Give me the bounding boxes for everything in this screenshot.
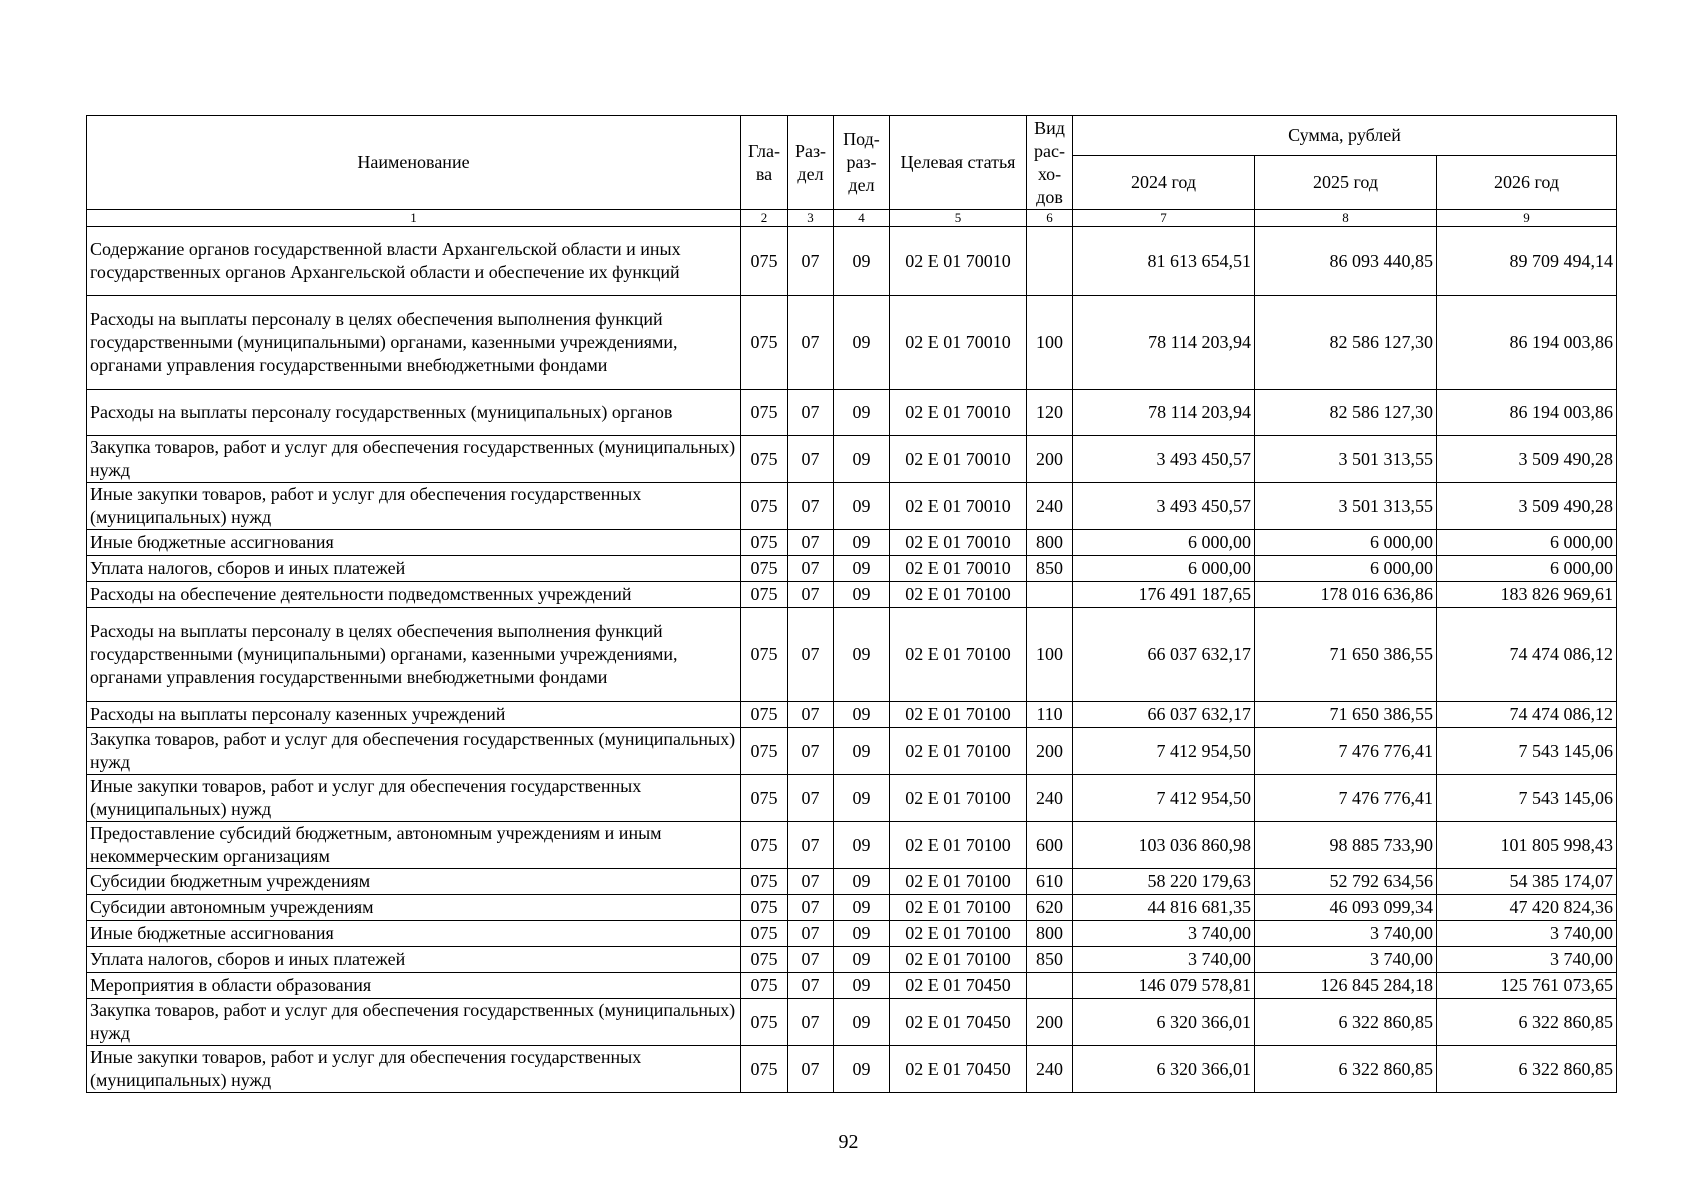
cell-glava: 075 — [741, 608, 788, 702]
header-glava: Гла-ва — [741, 116, 788, 210]
budget-table — [86, 115, 1617, 1093]
column-number: 6 — [1027, 210, 1073, 227]
cell-celevaya-statya: 02 Е 01 70450 — [890, 1046, 1027, 1093]
cell-sum-2025: 46 093 099,34 — [1255, 895, 1437, 921]
cell-razdel: 07 — [788, 973, 834, 999]
table-row — [87, 530, 1617, 556]
cell-sum-2026: 47 420 824,36 — [1437, 895, 1617, 921]
cell-glava: 075 — [741, 869, 788, 895]
cell-sum-2026: 6 322 860,85 — [1437, 1046, 1617, 1093]
cell-sum-2024: 66 037 632,17 — [1073, 702, 1255, 728]
cell-sum-2026: 101 805 998,43 — [1437, 822, 1617, 869]
cell-celevaya-statya: 02 Е 01 70100 — [890, 728, 1027, 775]
cell-sum-2025: 6 322 860,85 — [1255, 1046, 1437, 1093]
header-year-2025: 2025 год — [1255, 156, 1437, 210]
cell-podrazdel: 09 — [834, 390, 890, 436]
table-row — [87, 582, 1617, 608]
cell-glava: 075 — [741, 999, 788, 1046]
cell-vid-rashodov: 240 — [1027, 1046, 1073, 1093]
cell-razdel: 07 — [788, 483, 834, 530]
table-row — [87, 728, 1617, 775]
column-number: 2 — [741, 210, 788, 227]
cell-vid-rashodov — [1027, 227, 1073, 296]
table-row — [87, 869, 1617, 895]
cell-sum-2026: 86 194 003,86 — [1437, 390, 1617, 436]
header-year-2026: 2026 год — [1437, 156, 1617, 210]
page-number: 92 — [838, 1131, 859, 1153]
cell-celevaya-statya: 02 Е 01 70100 — [890, 869, 1027, 895]
cell-razdel: 07 — [788, 556, 834, 582]
cell-vid-rashodov — [1027, 973, 1073, 999]
cell-sum-2024: 146 079 578,81 — [1073, 973, 1255, 999]
cell-sum-2024: 66 037 632,17 — [1073, 608, 1255, 702]
cell-glava: 075 — [741, 775, 788, 822]
cell-sum-2026: 3 509 490,28 — [1437, 436, 1617, 483]
cell-vid-rashodov: 800 — [1027, 921, 1073, 947]
table-row — [87, 999, 1617, 1046]
cell-glava: 075 — [741, 728, 788, 775]
cell-podrazdel: 09 — [834, 728, 890, 775]
cell-name: Мероприятия в области образования — [87, 973, 741, 999]
header-year-2024: 2024 год — [1073, 156, 1255, 210]
cell-podrazdel: 09 — [834, 556, 890, 582]
cell-celevaya-statya: 02 Е 01 70450 — [890, 973, 1027, 999]
cell-razdel: 07 — [788, 227, 834, 296]
cell-vid-rashodov: 200 — [1027, 999, 1073, 1046]
cell-razdel: 07 — [788, 608, 834, 702]
cell-name: Расходы на выплаты персоналу государственных (муниципальных) органов — [87, 390, 741, 436]
cell-vid-rashodov: 200 — [1027, 728, 1073, 775]
cell-sum-2025: 6 000,00 — [1255, 556, 1437, 582]
table-row — [87, 227, 1617, 296]
cell-glava: 075 — [741, 483, 788, 530]
cell-podrazdel: 09 — [834, 227, 890, 296]
cell-sum-2024: 7 412 954,50 — [1073, 775, 1255, 822]
cell-name: Субсидии автономным учреждениям — [87, 895, 741, 921]
cell-sum-2026: 125 761 073,65 — [1437, 973, 1617, 999]
cell-sum-2025: 82 586 127,30 — [1255, 390, 1437, 436]
cell-name: Иные бюджетные ассигнования — [87, 530, 741, 556]
cell-vid-rashodov: 240 — [1027, 775, 1073, 822]
cell-vid-rashodov: 600 — [1027, 822, 1073, 869]
cell-sum-2024: 3 493 450,57 — [1073, 483, 1255, 530]
cell-sum-2024: 78 114 203,94 — [1073, 296, 1255, 390]
cell-razdel: 07 — [788, 775, 834, 822]
table-row — [87, 390, 1617, 436]
cell-sum-2026: 3 509 490,28 — [1437, 483, 1617, 530]
cell-razdel: 07 — [788, 582, 834, 608]
header-vid-rashodov: Вид рас-хо-дов — [1027, 116, 1073, 210]
cell-razdel: 07 — [788, 702, 834, 728]
cell-sum-2026: 89 709 494,14 — [1437, 227, 1617, 296]
cell-celevaya-statya: 02 Е 01 70010 — [890, 227, 1027, 296]
cell-podrazdel: 09 — [834, 822, 890, 869]
cell-razdel: 07 — [788, 390, 834, 436]
cell-glava: 075 — [741, 556, 788, 582]
cell-sum-2024: 81 613 654,51 — [1073, 227, 1255, 296]
cell-name: Иные бюджетные ассигнования — [87, 921, 741, 947]
cell-sum-2025: 126 845 284,18 — [1255, 973, 1437, 999]
cell-sum-2024: 176 491 187,65 — [1073, 582, 1255, 608]
cell-podrazdel: 09 — [834, 582, 890, 608]
cell-name: Иные закупки товаров, работ и услуг для обеспечения государственных (муниципальных) нужд — [87, 775, 741, 822]
cell-sum-2025: 71 650 386,55 — [1255, 702, 1437, 728]
header-podrazdel: Под-раз-дел — [834, 116, 890, 210]
cell-glava: 075 — [741, 296, 788, 390]
cell-podrazdel: 09 — [834, 775, 890, 822]
cell-sum-2026: 74 474 086,12 — [1437, 702, 1617, 728]
cell-razdel: 07 — [788, 822, 834, 869]
cell-glava: 075 — [741, 582, 788, 608]
cell-vid-rashodov — [1027, 582, 1073, 608]
cell-podrazdel: 09 — [834, 702, 890, 728]
cell-celevaya-statya: 02 Е 01 70450 — [890, 999, 1027, 1046]
column-number: 4 — [834, 210, 890, 227]
cell-name: Субсидии бюджетным учреждениям — [87, 869, 741, 895]
cell-glava: 075 — [741, 227, 788, 296]
cell-sum-2025: 7 476 776,41 — [1255, 728, 1437, 775]
table-row — [87, 895, 1617, 921]
cell-sum-2026: 7 543 145,06 — [1437, 775, 1617, 822]
cell-sum-2025: 82 586 127,30 — [1255, 296, 1437, 390]
cell-sum-2025: 86 093 440,85 — [1255, 227, 1437, 296]
column-number: 5 — [890, 210, 1027, 227]
cell-podrazdel: 09 — [834, 999, 890, 1046]
cell-podrazdel: 09 — [834, 947, 890, 973]
cell-razdel: 07 — [788, 296, 834, 390]
cell-sum-2025: 52 792 634,56 — [1255, 869, 1437, 895]
cell-celevaya-statya: 02 Е 01 70100 — [890, 702, 1027, 728]
cell-razdel: 07 — [788, 895, 834, 921]
cell-vid-rashodov: 110 — [1027, 702, 1073, 728]
cell-celevaya-statya: 02 Е 01 70010 — [890, 530, 1027, 556]
cell-celevaya-statya: 02 Е 01 70100 — [890, 608, 1027, 702]
cell-sum-2026: 6 000,00 — [1437, 530, 1617, 556]
table-row — [87, 947, 1617, 973]
header-razdel: Раз-дел — [788, 116, 834, 210]
cell-sum-2025: 178 016 636,86 — [1255, 582, 1437, 608]
table-row — [87, 556, 1617, 582]
cell-vid-rashodov: 200 — [1027, 436, 1073, 483]
cell-glava: 075 — [741, 822, 788, 869]
cell-sum-2024: 6 000,00 — [1073, 530, 1255, 556]
cell-sum-2024: 58 220 179,63 — [1073, 869, 1255, 895]
cell-sum-2025: 3 740,00 — [1255, 921, 1437, 947]
cell-podrazdel: 09 — [834, 973, 890, 999]
cell-podrazdel: 09 — [834, 296, 890, 390]
cell-razdel: 07 — [788, 999, 834, 1046]
cell-glava: 075 — [741, 921, 788, 947]
cell-name: Расходы на выплаты персоналу казенных учреждений — [87, 702, 741, 728]
table-row — [87, 436, 1617, 483]
cell-glava: 075 — [741, 390, 788, 436]
cell-sum-2026: 6 322 860,85 — [1437, 999, 1617, 1046]
table-row — [87, 1046, 1617, 1093]
cell-glava: 075 — [741, 530, 788, 556]
cell-podrazdel: 09 — [834, 608, 890, 702]
cell-sum-2025: 3 740,00 — [1255, 947, 1437, 973]
cell-sum-2025: 6 322 860,85 — [1255, 999, 1437, 1046]
cell-name: Иные закупки товаров, работ и услуг для обеспечения государственных (муниципальных) нужд — [87, 483, 741, 530]
table-row — [87, 483, 1617, 530]
cell-glava: 075 — [741, 973, 788, 999]
cell-name: Закупка товаров, работ и услуг для обеспечения государственных (муниципальных) нужд — [87, 728, 741, 775]
cell-name: Расходы на обеспечение деятельности подведомственных учреждений — [87, 582, 741, 608]
table-row — [87, 921, 1617, 947]
cell-podrazdel: 09 — [834, 869, 890, 895]
column-number: 7 — [1073, 210, 1255, 227]
cell-celevaya-statya: 02 Е 01 70010 — [890, 483, 1027, 530]
table-row — [87, 822, 1617, 869]
cell-sum-2024: 3 493 450,57 — [1073, 436, 1255, 483]
cell-glava: 075 — [741, 895, 788, 921]
cell-name: Расходы на выплаты персоналу в целях обеспечения выполнения функций государственными (муниципальными) органами, казенными учреждениями, органами управления государственными внебюджетными фондами — [87, 608, 741, 702]
cell-podrazdel: 09 — [834, 436, 890, 483]
cell-sum-2026: 183 826 969,61 — [1437, 582, 1617, 608]
cell-razdel: 07 — [788, 947, 834, 973]
cell-glava: 075 — [741, 702, 788, 728]
table-row — [87, 973, 1617, 999]
cell-sum-2024: 103 036 860,98 — [1073, 822, 1255, 869]
cell-sum-2026: 3 740,00 — [1437, 947, 1617, 973]
cell-celevaya-statya: 02 Е 01 70010 — [890, 436, 1027, 483]
cell-vid-rashodov: 100 — [1027, 296, 1073, 390]
cell-celevaya-statya: 02 Е 01 70010 — [890, 556, 1027, 582]
cell-sum-2024: 3 740,00 — [1073, 921, 1255, 947]
cell-vid-rashodov: 610 — [1027, 869, 1073, 895]
header-summa: Сумма, рублей — [1073, 116, 1617, 156]
table-row — [87, 775, 1617, 822]
cell-podrazdel: 09 — [834, 483, 890, 530]
column-number: 9 — [1437, 210, 1617, 227]
cell-celevaya-statya: 02 Е 01 70100 — [890, 947, 1027, 973]
table-row — [87, 296, 1617, 390]
cell-razdel: 07 — [788, 728, 834, 775]
cell-sum-2025: 7 476 776,41 — [1255, 775, 1437, 822]
table-row — [87, 702, 1617, 728]
cell-name: Уплата налогов, сборов и иных платежей — [87, 947, 741, 973]
cell-sum-2026: 86 194 003,86 — [1437, 296, 1617, 390]
cell-sum-2024: 3 740,00 — [1073, 947, 1255, 973]
cell-razdel: 07 — [788, 869, 834, 895]
cell-sum-2026: 6 000,00 — [1437, 556, 1617, 582]
cell-vid-rashodov: 100 — [1027, 608, 1073, 702]
cell-sum-2025: 6 000,00 — [1255, 530, 1437, 556]
cell-podrazdel: 09 — [834, 895, 890, 921]
cell-razdel: 07 — [788, 921, 834, 947]
header-name: Наименование — [87, 116, 741, 210]
cell-name: Иные закупки товаров, работ и услуг для обеспечения государственных (муниципальных) нужд — [87, 1046, 741, 1093]
cell-glava: 075 — [741, 436, 788, 483]
cell-glava: 075 — [741, 1046, 788, 1093]
cell-podrazdel: 09 — [834, 921, 890, 947]
cell-celevaya-statya: 02 Е 01 70100 — [890, 895, 1027, 921]
cell-vid-rashodov: 850 — [1027, 556, 1073, 582]
cell-razdel: 07 — [788, 530, 834, 556]
cell-name: Предоставление субсидий бюджетным, автономным учреждениям и иным некоммерческим организациям — [87, 822, 741, 869]
cell-name: Закупка товаров, работ и услуг для обеспечения государственных (муниципальных) нужд — [87, 436, 741, 483]
cell-sum-2025: 98 885 733,90 — [1255, 822, 1437, 869]
cell-vid-rashodov: 240 — [1027, 483, 1073, 530]
cell-celevaya-statya: 02 Е 01 70100 — [890, 582, 1027, 608]
cell-razdel: 07 — [788, 436, 834, 483]
cell-name: Уплата налогов, сборов и иных платежей — [87, 556, 741, 582]
cell-sum-2024: 7 412 954,50 — [1073, 728, 1255, 775]
cell-name: Закупка товаров, работ и услуг для обеспечения государственных (муниципальных) нужд — [87, 999, 741, 1046]
cell-vid-rashodov: 850 — [1027, 947, 1073, 973]
column-number: 8 — [1255, 210, 1437, 227]
column-number-row — [87, 210, 1617, 227]
cell-sum-2026: 74 474 086,12 — [1437, 608, 1617, 702]
cell-vid-rashodov: 120 — [1027, 390, 1073, 436]
cell-sum-2024: 6 320 366,01 — [1073, 999, 1255, 1046]
cell-sum-2025: 71 650 386,55 — [1255, 608, 1437, 702]
cell-celevaya-statya: 02 Е 01 70010 — [890, 296, 1027, 390]
cell-podrazdel: 09 — [834, 530, 890, 556]
cell-sum-2024: 44 816 681,35 — [1073, 895, 1255, 921]
cell-name: Расходы на выплаты персоналу в целях обеспечения выполнения функций государственными (муниципальными) органами, казенными учреждениями, органами управления государственными внебюджетными фондами — [87, 296, 741, 390]
cell-celevaya-statya: 02 Е 01 70100 — [890, 822, 1027, 869]
cell-celevaya-statya: 02 Е 01 70010 — [890, 390, 1027, 436]
cell-celevaya-statya: 02 Е 01 70100 — [890, 921, 1027, 947]
cell-podrazdel: 09 — [834, 1046, 890, 1093]
cell-sum-2026: 7 543 145,06 — [1437, 728, 1617, 775]
cell-sum-2026: 54 385 174,07 — [1437, 869, 1617, 895]
cell-razdel: 07 — [788, 1046, 834, 1093]
cell-sum-2025: 3 501 313,55 — [1255, 483, 1437, 530]
cell-sum-2025: 3 501 313,55 — [1255, 436, 1437, 483]
cell-sum-2024: 6 000,00 — [1073, 556, 1255, 582]
table-row — [87, 608, 1617, 702]
cell-celevaya-statya: 02 Е 01 70100 — [890, 775, 1027, 822]
cell-sum-2024: 6 320 366,01 — [1073, 1046, 1255, 1093]
header-celevaya-statya: Целевая статья — [890, 116, 1027, 210]
column-number: 1 — [87, 210, 741, 227]
cell-vid-rashodov: 800 — [1027, 530, 1073, 556]
cell-sum-2026: 3 740,00 — [1437, 921, 1617, 947]
cell-name: Содержание органов государственной власти Архангельской области и иных государственных органов Архангельской области и обеспечение их функций — [87, 227, 741, 296]
cell-sum-2024: 78 114 203,94 — [1073, 390, 1255, 436]
cell-vid-rashodov: 620 — [1027, 895, 1073, 921]
cell-glava: 075 — [741, 947, 788, 973]
column-number: 3 — [788, 210, 834, 227]
